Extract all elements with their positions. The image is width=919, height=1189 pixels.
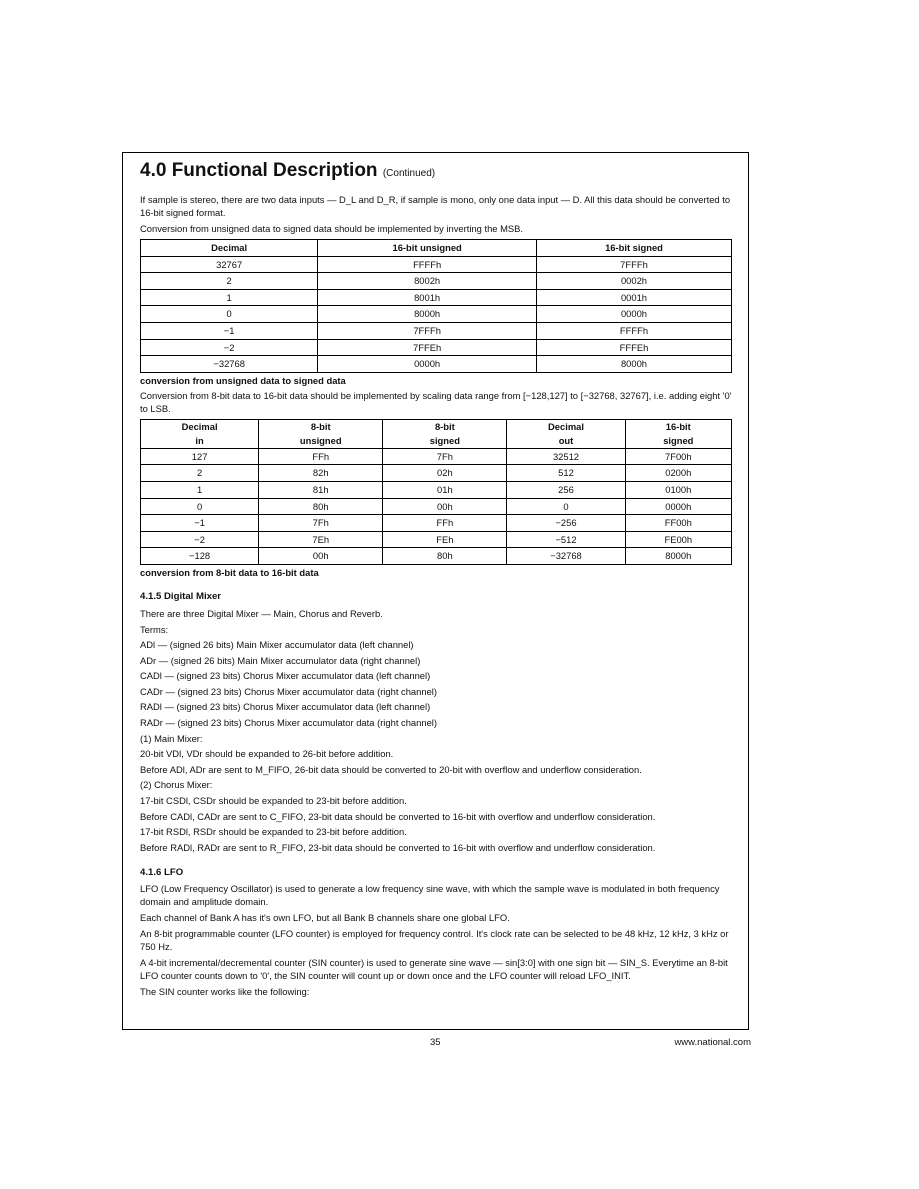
table-cell: 7Eh bbox=[259, 531, 383, 548]
lfo-paragraph: The SIN counter works like the following: bbox=[140, 986, 310, 998]
table-cell: FFFFh bbox=[318, 256, 537, 273]
table-row bbox=[141, 356, 732, 373]
table-cell: FFFFh bbox=[536, 322, 731, 339]
table-header-row bbox=[141, 240, 732, 257]
lfo-paragraph: Each channel of Bank A has it's own LFO, but all Bank B channels share one global LFO. bbox=[140, 912, 510, 924]
mixer-line: Before ADl, ADr are sent to M_FIFO, 26-bit data should be converted to 20-bit with overflow and underflow consideration. bbox=[140, 763, 642, 775]
column-header-line: in bbox=[195, 434, 204, 446]
table-cell: 2 bbox=[141, 273, 318, 290]
table-cell: 0002h bbox=[536, 273, 731, 290]
column-header-line: Decimal bbox=[181, 420, 218, 432]
table-cell: 0200h bbox=[625, 465, 731, 482]
column-header-line: 16-bit bbox=[665, 420, 691, 432]
intro-paragraph-2: Conversion from unsigned data to signed data should be implemented by inverting the MSB. bbox=[140, 223, 524, 234]
column-header bbox=[141, 419, 259, 448]
table-cell: 7FFEh bbox=[318, 339, 537, 356]
table-cell: −1 bbox=[141, 322, 318, 339]
table-row bbox=[141, 256, 732, 273]
column-header-line: signed bbox=[663, 434, 694, 446]
table-row bbox=[141, 448, 732, 465]
table-cell: 80h bbox=[383, 548, 507, 565]
table-cell: FFh bbox=[259, 448, 383, 465]
table-cell: 512 bbox=[507, 465, 625, 482]
column-header-line: unsigned bbox=[299, 434, 342, 446]
lfo-paragraph: A 4-bit incremental/decremental counter (SIN counter) is used to generate sine wave — sin[3:0] with one sign bit — SIN_S. Everytime an 8-bit LFO counter counts down to '0', the SIN counter will count up or down once and the LFO counter will reload LFO_INIT. bbox=[140, 957, 728, 982]
table-cell: 01h bbox=[383, 481, 507, 498]
table-cell: 0 bbox=[141, 306, 318, 323]
table-cell: 0000h bbox=[536, 306, 731, 323]
table-caption: conversion from unsigned data to signed data bbox=[140, 374, 346, 386]
table-cell: 32512 bbox=[507, 448, 625, 465]
table-cell: 0000h bbox=[318, 356, 537, 373]
table-row bbox=[141, 531, 732, 548]
table-row bbox=[141, 339, 732, 356]
column-header-line: signed bbox=[429, 434, 460, 446]
mixer-line: ADr — (signed 26 bits) Main Mixer accumulator data (right channel) bbox=[140, 654, 421, 666]
mixer-line: (1) Main Mixer: bbox=[140, 732, 203, 744]
table-cell: 0000h bbox=[625, 498, 731, 515]
table-cell: −32768 bbox=[507, 548, 625, 565]
lfo-paragraph: An 8-bit programmable counter (LFO counter) is employed for frequency control. It's clock rate can be selected to be 48 kHz, 12 kHz, 3 kHz or 750 Hz. bbox=[140, 928, 729, 953]
table-cell: 82h bbox=[259, 465, 383, 482]
column-header: 16-bit unsigned bbox=[318, 240, 537, 257]
table-cell: 8000h bbox=[536, 356, 731, 373]
unsigned-to-signed-table bbox=[140, 239, 732, 373]
table-cell: −2 bbox=[141, 531, 259, 548]
mixer-line: (2) Chorus Mixer: bbox=[140, 779, 213, 791]
section-title bbox=[140, 160, 732, 185]
mixer-line: ADl — (signed 26 bits) Main Mixer accumulator data (left channel) bbox=[140, 639, 414, 651]
column-header bbox=[625, 419, 731, 448]
footer-url: www.national.com bbox=[674, 1037, 751, 1048]
table-cell: −512 bbox=[507, 531, 625, 548]
mixer-line: There are three Digital Mixer — Main, Chorus and Reverb. bbox=[140, 607, 383, 619]
mixer-line: CADr — (signed 23 bits) Chorus Mixer accumulator data (right channel) bbox=[140, 685, 437, 697]
table-cell: −32768 bbox=[141, 356, 318, 373]
table-cell: 8000h bbox=[625, 548, 731, 565]
column-header: 16-bit signed bbox=[536, 240, 731, 257]
table-cell: 00h bbox=[259, 548, 383, 565]
title-text: 4.0 Functional Description bbox=[140, 160, 378, 181]
table-cell: FF00h bbox=[625, 515, 731, 532]
conversion-paragraph: Conversion from 8-bit data to 16-bit data should be implemented by scaling data range from [−128,127] to [−32768, 32767], i.e. adding eight '0' to LSB. bbox=[140, 389, 732, 414]
mixer-line: RADl — (signed 23 bits) Chorus Mixer accumulator data (left channel) bbox=[140, 701, 431, 713]
column-header bbox=[259, 419, 383, 448]
intro-paragraph-1: If sample is stereo, there are two data inputs — D_L and D_R, if sample is mono, only one data input — D. All this data should be converted to 16-bit signed format. bbox=[140, 194, 731, 218]
table-cell: 7FFFh bbox=[318, 322, 537, 339]
column-header bbox=[507, 419, 625, 448]
table-cell: 0001h bbox=[536, 289, 731, 306]
table-cell: 1 bbox=[141, 289, 318, 306]
table-row bbox=[141, 481, 732, 498]
mixer-line: CADl — (signed 23 bits) Chorus Mixer accumulator data (left channel) bbox=[140, 670, 431, 682]
table-cell: FEh bbox=[383, 531, 507, 548]
mixer-line: Before CADl, CADr are sent to C_FIFO, 23-bit data should be converted to 16-bit with overflow and underflow consideration. bbox=[140, 810, 656, 822]
page-content bbox=[140, 160, 732, 998]
column-header: Decimal bbox=[141, 240, 318, 257]
continued-label: (Continued) bbox=[382, 168, 436, 179]
column-header-line: 8-bit bbox=[434, 420, 455, 432]
mixer-line: Terms: bbox=[140, 623, 169, 635]
table-cell: 7FFFh bbox=[536, 256, 731, 273]
table-cell: 7Fh bbox=[259, 515, 383, 532]
column-header bbox=[383, 419, 507, 448]
table-row bbox=[141, 273, 732, 290]
table-cell: 2 bbox=[141, 465, 259, 482]
table-cell: 32767 bbox=[141, 256, 318, 273]
table-cell: 0 bbox=[507, 498, 625, 515]
table-cell: 8000h bbox=[318, 306, 537, 323]
table-cell: FFh bbox=[383, 515, 507, 532]
table-row bbox=[141, 548, 732, 565]
table-cell: 02h bbox=[383, 465, 507, 482]
lfo-paragraph: LFO (Low Frequency Oscillator) is used to generate a low frequency sine wave, with which the sample wave is modulated in both frequency domain and amplitude domain. bbox=[140, 883, 720, 908]
lfo-heading: 4.1.6 LFO bbox=[140, 867, 184, 879]
mixer-line: 17-bit CSDl, CSDr should be expanded to 23-bit before addition. bbox=[140, 795, 407, 807]
table-header-row bbox=[141, 419, 732, 448]
8bit-to-16bit-table bbox=[140, 419, 732, 565]
table-cell: 7Fh bbox=[383, 448, 507, 465]
table-cell: FFFEh bbox=[536, 339, 731, 356]
table-caption: conversion from 8-bit data to 16-bit data bbox=[140, 566, 319, 578]
table-cell: 80h bbox=[259, 498, 383, 515]
mixer-line: RADr — (signed 23 bits) Chorus Mixer accumulator data (right channel) bbox=[140, 717, 437, 729]
column-header-line: Decimal bbox=[548, 420, 584, 432]
table-cell: 7F00h bbox=[625, 448, 731, 465]
mixer-line: 17-bit RSDl, RSDr should be expanded to 23-bit before addition. bbox=[140, 826, 407, 838]
digital-mixer-heading: 4.1.5 Digital Mixer bbox=[140, 590, 222, 602]
table-row bbox=[141, 465, 732, 482]
table-cell: −256 bbox=[507, 515, 625, 532]
table-cell: 0 bbox=[141, 498, 259, 515]
column-header-line: out bbox=[558, 434, 574, 446]
table-cell: 256 bbox=[507, 481, 625, 498]
table-cell: 81h bbox=[259, 481, 383, 498]
table-cell: 0100h bbox=[625, 481, 731, 498]
table-cell: −2 bbox=[141, 339, 318, 356]
table-cell: 127 bbox=[141, 448, 259, 465]
table-row bbox=[141, 498, 732, 515]
table-cell: −128 bbox=[141, 548, 259, 565]
table-cell: 1 bbox=[141, 481, 259, 498]
table-row bbox=[141, 322, 732, 339]
table-cell: 8002h bbox=[318, 273, 537, 290]
table-cell: 00h bbox=[383, 498, 507, 515]
table-cell: FE00h bbox=[625, 531, 731, 548]
table-row bbox=[141, 306, 732, 323]
table-cell: 8001h bbox=[318, 289, 537, 306]
page-number: 35 bbox=[430, 1037, 441, 1048]
table-row bbox=[141, 289, 732, 306]
column-header-line: 8-bit bbox=[310, 420, 331, 432]
table-row bbox=[141, 515, 732, 532]
mixer-line: Before RADl, RADr are sent to R_FIFO, 23-bit data should be converted to 16-bit with overflow and underflow consideration. bbox=[140, 841, 656, 853]
table-cell: −1 bbox=[141, 515, 259, 532]
mixer-line: 20-bit VDl, VDr should be expanded to 26-bit before addition. bbox=[140, 748, 394, 760]
